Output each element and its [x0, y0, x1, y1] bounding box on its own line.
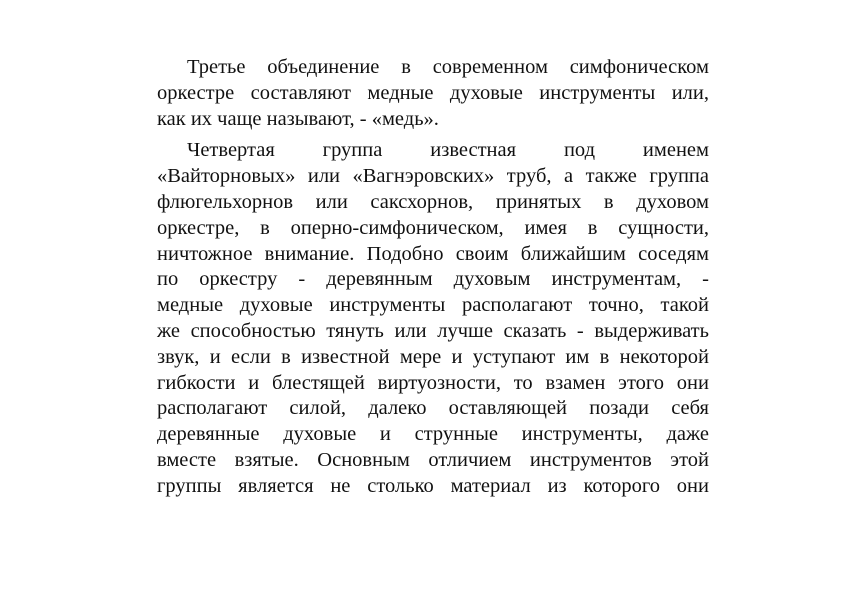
text-line: располагают силой, далеко оставляющей позади себя [157, 397, 709, 420]
paragraph-2 [157, 138, 709, 499]
text-line: ничтожное внимание. Подобно своим ближайшим соседям [157, 242, 709, 265]
text-line: как их чаще называют, - «медь». [157, 107, 439, 130]
text-line: вместе взятые. Основным отличием инструментов этой [157, 448, 709, 471]
text-line: звук, и если в известной мере и уступают им в некоторой [157, 345, 709, 368]
text-line: группы является не столько материал из которого они [157, 474, 709, 497]
text-line: же способностью тянуть или лучше сказать - выдерживать [157, 319, 709, 342]
text-line: Третье объединение в современном симфоническом [187, 56, 709, 78]
text-line: оркестре, в оперно-симфоническом, имея в сущности, [157, 216, 709, 239]
text-line: Четвертая группа известная под именем [187, 139, 709, 162]
text-line: «Вайторновых» или «Вагнэровских» труб, а также группа [157, 165, 709, 188]
paragraph-1 [157, 55, 709, 132]
text-line: по оркестру - деревянным духовым инструментам, - [157, 268, 709, 291]
text-line: флюгельхорнов или саксхорнов, принятых в духовом [157, 190, 709, 213]
text-line: гибкости и блестящей виртуозности, то взамен этого они [157, 371, 709, 394]
text-line: медные духовые инструменты располагают точно, такой [157, 294, 709, 317]
body-text [157, 55, 709, 506]
text-line: оркестре составляют медные духовые инструменты или, [157, 81, 709, 104]
text-line: деревянные духовые и струнные инструменты, даже [157, 423, 709, 446]
